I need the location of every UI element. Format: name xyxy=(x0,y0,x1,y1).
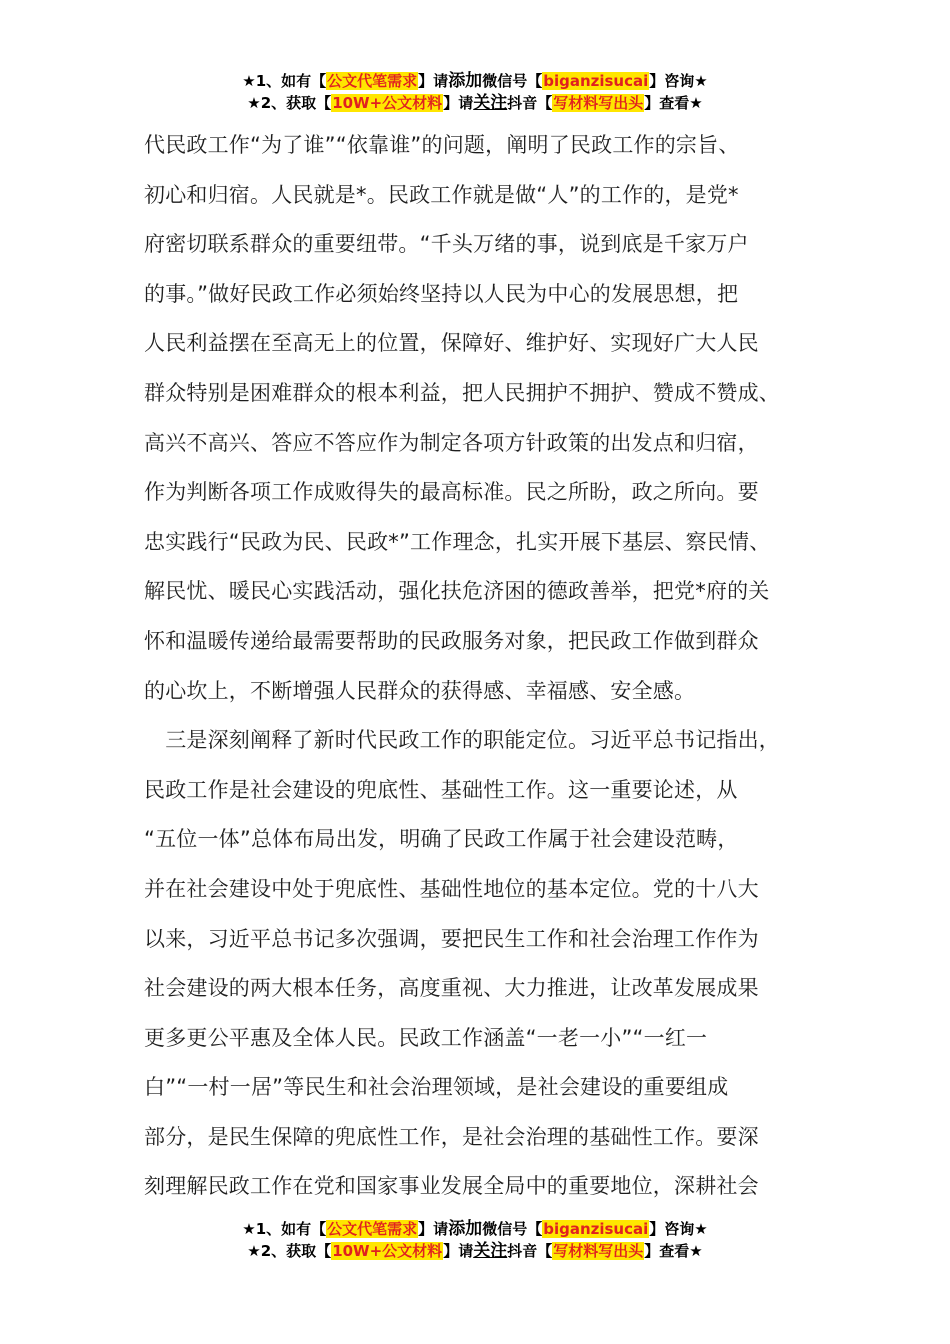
body-line: “五位一体”总体布局出发，明确了民政工作属于社会建设范畴， xyxy=(144,827,739,852)
body-line: 社会建设的两大根本任务，高度重视、大力推进，让改革发展成果 xyxy=(144,976,759,1001)
body-line: 并在社会建设中处于兜底性、基础性地位的基本定位。党的十八大 xyxy=(144,876,759,901)
notice-text: 】查看★ xyxy=(644,1242,703,1260)
body-line: 忠实践行“民政为民、民政*”工作理念，扎实开展下基层、察民情、 xyxy=(144,529,771,554)
body-line: 三是深刻阐释了新时代民政工作的职能定位。习近平总书记指出， xyxy=(144,728,780,753)
notice-text: 】咨询★ xyxy=(649,72,708,90)
body-line: 群众特别是困难群众的根本利益，把人民拥护不拥护、赞成不赞成、 xyxy=(144,380,780,405)
body-line: 民政工作是社会建设的兜底性、基础性工作。这一重要论述，从 xyxy=(144,777,738,802)
notice-line-2 xyxy=(0,92,950,114)
body-line: 刻理解民政工作在党和国家事业发展全局中的重要地位，深耕社会 xyxy=(144,1174,759,1199)
notice-highlight: 公文代笔需求 xyxy=(327,1220,418,1238)
body-line: 的心坎上，不断增强人民群众的获得感、幸福感、安全感。 xyxy=(144,678,696,703)
notice-emphasis: 关注 xyxy=(473,93,508,113)
notice-highlight: 写材料写出头 xyxy=(553,1242,644,1260)
body-line: 高兴不高兴、答应不答应作为制定各项方针政策的出发点和归宿， xyxy=(144,430,759,455)
notice-text: 抖音【 xyxy=(507,1242,553,1260)
notice-highlight: 写材料写出头 xyxy=(553,94,644,112)
notice-text: 抖音【 xyxy=(507,94,553,112)
body-line: 作为判断各项工作成败得失的最高标准。民之所盼，政之所向。要 xyxy=(144,480,759,505)
notice-line-2 xyxy=(0,1240,950,1262)
notice-text: ★2、获取【 xyxy=(247,1242,332,1260)
notice-emphasis: 添加 xyxy=(448,71,483,91)
notice-highlight: 10W+公文材料 xyxy=(332,94,443,112)
body-line: 怀和温暖传递给最需要帮助的民政服务对象，把民政工作做到群众 xyxy=(144,628,759,653)
notice-text: 】咨询★ xyxy=(649,1220,708,1238)
notice-highlight: 公文代笔需求 xyxy=(327,72,418,90)
body-line: 人民利益摆在至高无上的位置，保障好、维护好、实现好广大人民 xyxy=(144,331,759,356)
body-line: 更多更公平惠及全体人民。民政工作涵盖“一老一小”“一红一 xyxy=(144,1025,708,1050)
notice-text: 】请 xyxy=(443,94,474,112)
body-line: 初心和归宿。人民就是*。民政工作就是做“人”的工作的，是党* xyxy=(144,182,739,207)
notice-text: 微信号【 xyxy=(482,1220,543,1238)
notice-text: ★2、获取【 xyxy=(247,94,332,112)
notice-highlight: biganzisucai xyxy=(543,72,649,90)
notice-text: 】请 xyxy=(418,1220,449,1238)
notice-line-1 xyxy=(0,1218,950,1240)
notice-text: 微信号【 xyxy=(482,72,543,90)
header-notice xyxy=(0,70,950,114)
notice-text: ★1、如有【 xyxy=(242,72,327,90)
body-line: 解民忧、暖民心实践活动，强化扶危济困的德政善举，把党*府的关 xyxy=(144,579,770,604)
notice-text: 】请 xyxy=(418,72,449,90)
body-line: 部分，是民生保障的兜底性工作，是社会治理的基础性工作。要深 xyxy=(144,1124,759,1149)
body-text xyxy=(144,121,824,1212)
body-line: 府密切联系群众的重要纽带。“千头万绪的事，说到底是千家万户 xyxy=(144,232,749,257)
notice-emphasis: 关注 xyxy=(473,1241,508,1261)
notice-text: 】查看★ xyxy=(644,94,703,112)
notice-text: ★1、如有【 xyxy=(242,1220,327,1238)
notice-text: 】请 xyxy=(443,1242,474,1260)
notice-highlight: biganzisucai xyxy=(543,1220,649,1238)
notice-highlight: 10W+公文材料 xyxy=(332,1242,443,1260)
notice-emphasis: 添加 xyxy=(448,1219,483,1239)
footer-notice xyxy=(0,1218,950,1262)
body-line: 的事。”做好民政工作必须始终坚持以人民为中心的发展思想，把 xyxy=(144,281,739,306)
notice-line-1 xyxy=(0,70,950,92)
body-line: 白”“一村一居”等民生和社会治理领域，是社会建设的重要组成 xyxy=(144,1075,729,1100)
body-line: 以来，习近平总书记多次强调，要把民生工作和社会治理工作作为 xyxy=(144,926,759,951)
body-line: 代民政工作“为了谁”“依靠谁”的问题，阐明了民政工作的宗旨、 xyxy=(144,133,740,157)
